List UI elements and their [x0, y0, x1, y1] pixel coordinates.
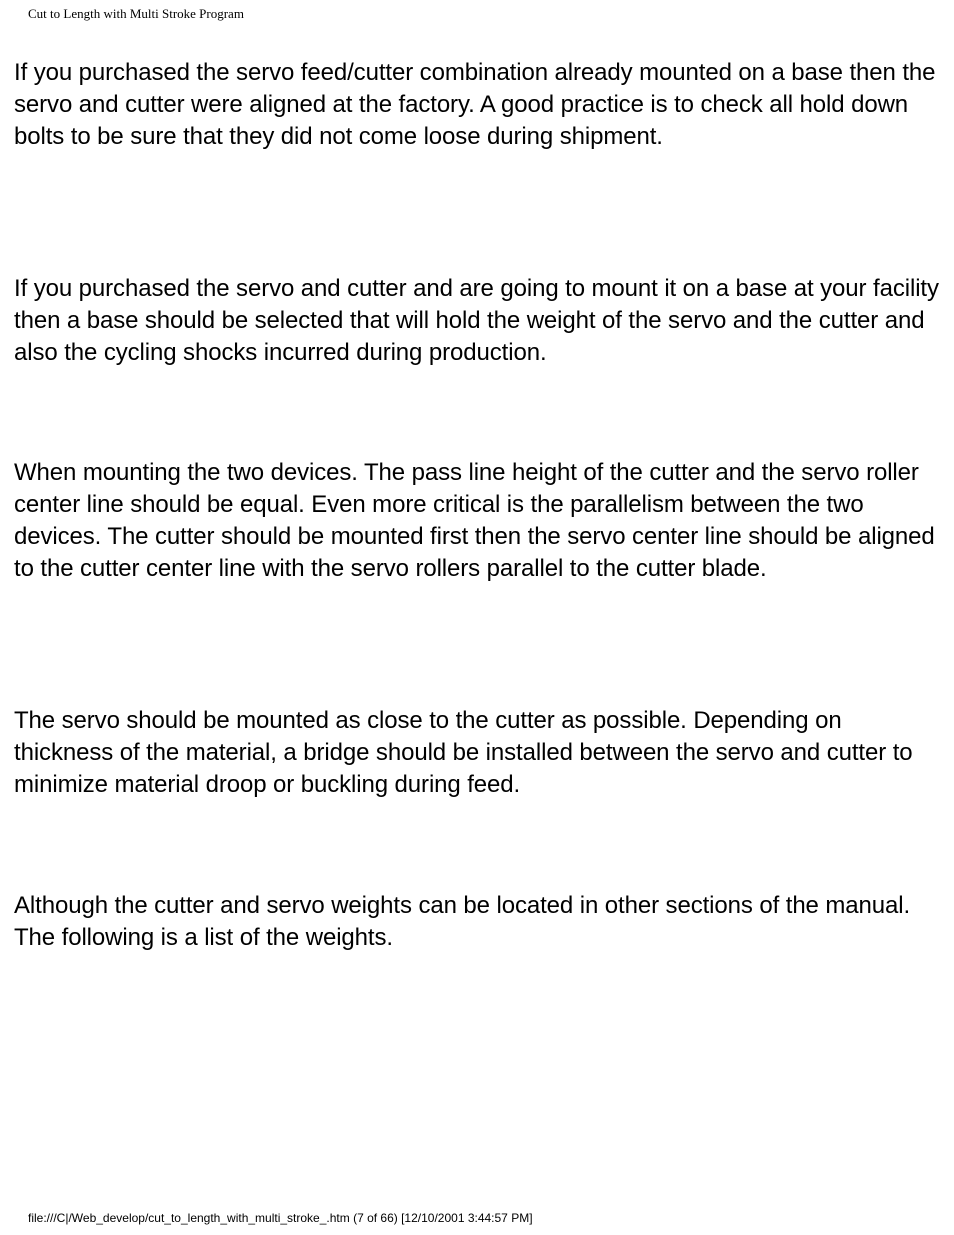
paragraph-mounting-devices: When mounting the two devices. The pass line height of the cutter and the servo roller center line should be equal. Even more critical is the parallelism between the two devices. The cutter should be mounted first then the servo center line should be aligned to the cutter center line with the servo rollers parallel to the cutter blade.: [14, 459, 935, 582]
paragraph-weights-intro: Although the cutter and servo weights can be located in other sections of the manual. The following is a list of the weights.: [14, 892, 911, 951]
paragraph-factory-alignment: If you purchased the servo feed/cutter combination already mounted on a base then the servo and cutter were aligned at the factory. A good practice is to check all hold down bolts to be sure that they did not come loose during shipment.: [14, 59, 936, 150]
paragraph-servo-placement: The servo should be mounted as close to the cutter as possible. Depending on thickness of the material, a bridge should be installed between the servo and cutter to minimize material droop or buckling during feed.: [14, 707, 913, 798]
page-footer-file-path: file:///C|/Web_develop/cut_to_length_with_multi_stroke_.htm (7 of 66) [12/10/2001 3:44:57 PM]: [28, 1211, 533, 1225]
page-header-title: Cut to Length with Multi Stroke Program: [28, 6, 244, 21]
paragraph-base-selection: If you purchased the servo and cutter and are going to mount it on a base at your facility then a base should be selected that will hold the weight of the servo and the cutter and also the cycling shocks incurred during production.: [14, 275, 939, 366]
